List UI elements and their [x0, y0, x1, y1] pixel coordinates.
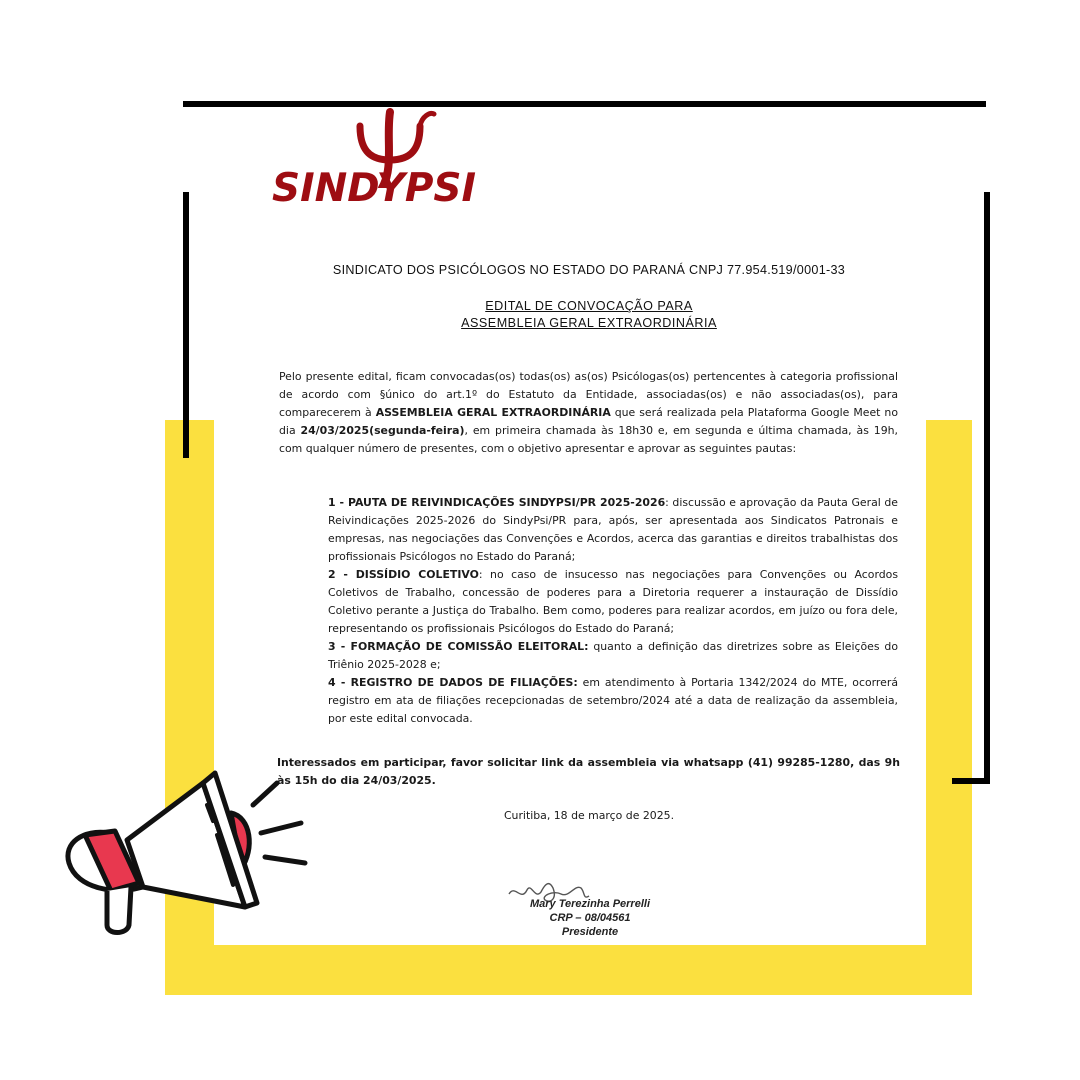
frame-left-line [183, 192, 189, 458]
signature-name: Mary Terezinha Perrelli [529, 898, 651, 910]
agenda-item-heading: 4 - REGISTRO DE DADOS DE FILIAÇÕES: [328, 676, 578, 689]
agenda-item [328, 494, 898, 566]
agenda-item-text: : no caso de insucesso nas negociações para Convenções ou Acordos Coletivos de Trabalho, concessão de poderes para a Diretoria requerer a instauração de Dissídio Coletivo perante a Justiça do Trabalho. Bem como, poderes para realizar acordos, em juízo ou fora dele, representando os profissionais Psicólogos do Estado do Paraná; [328, 568, 898, 635]
document-title-line-2: ASSEMBLEIA GERAL EXTRAORDINÁRIA [461, 316, 717, 330]
signature-block [490, 870, 690, 945]
document-title-line-1: EDITAL DE CONVOCAÇÃO PARA [485, 299, 693, 313]
frame-right-line [984, 192, 990, 782]
closing-paragraph: Interessados em participar, favor solicitar link da assembleia via whatsapp (41) 99285-1280, das 9h às 15h do dia 24/03/2025. [277, 756, 900, 787]
agenda-item-heading: 2 - DISSÍDIO COLETIVO [328, 568, 479, 581]
agenda-item-text: : discussão e aprovação da Pauta Geral de Reivindicações 2025-2026 do SindyPsi/PR para, após, ser apresentada aos Sindicatos Patronais e empresas, nas negociações das Convenções e Acordos, acerca das garantias e direitos trabalhistas dos profissionais Psicólogos no Estado do Paraná; [328, 496, 898, 563]
organization-header: SINDICATO DOS PSICÓLOGOS NO ESTADO DO PARANÁ CNPJ 77.954.519/0001-33 [332, 263, 846, 277]
agenda-list [328, 494, 898, 728]
intro-text-2: que será realizada pela Plataforma Google Meet no dia [279, 406, 898, 437]
logo-text: SINDYPSI [272, 166, 477, 211]
intro-text-1: Pelo presente edital, ficam convocadas(os) todas(os) as(os) Psicólogas(os) pertencentes à categoria profissional de acordo com §único do art.1º do Estatuto da Entidade, associadas(os) e não associadas(os), para comparecerem à [279, 370, 898, 419]
agenda-item-heading: 3 - FORMAÇÃO DE COMISSÃO ELEITORAL: [328, 640, 589, 653]
agenda-item [328, 674, 898, 728]
intro-bold-assembly: ASSEMBLEIA GERAL EXTRAORDINÁRIA [375, 406, 611, 419]
signature-crp: CRP – 08/04561 [549, 912, 631, 924]
frame-corner-line [952, 778, 990, 784]
intro-bold-date: 24/03/2025(segunda-feira) [300, 424, 465, 437]
sindypsi-logo [272, 108, 477, 216]
agenda-item [328, 566, 898, 638]
agenda-item-text: em atendimento à Portaria 1342/2024 do MTE, ocorrerá registro em ata de filiações recepcionadas de setembro/2024 até a data de realização da assembleia, por este edital convocada. [328, 676, 898, 725]
signature-role: Presidente [561, 926, 619, 938]
agenda-item-heading: 1 - PAUTA DE REIVINDICAÇÕES SINDYPSI/PR 2025-2026 [328, 496, 666, 509]
intro-text-3: , em primeira chamada às 18h30 e, em segunda e última chamada, às 19h, com qualquer número de presentes, com o objetivo apresentar e aprovar as seguintes pautas: [279, 424, 898, 455]
agenda-item [328, 638, 898, 674]
intro-paragraph [279, 368, 898, 458]
place-date: Curitiba, 18 de março de 2025. [503, 809, 675, 822]
agenda-item-text: quanto a definição das diretrizes sobre as Eleições do Triênio 2025-2028 e; [328, 640, 898, 671]
frame-top-line [183, 101, 986, 107]
megaphone-icon [55, 765, 320, 940]
